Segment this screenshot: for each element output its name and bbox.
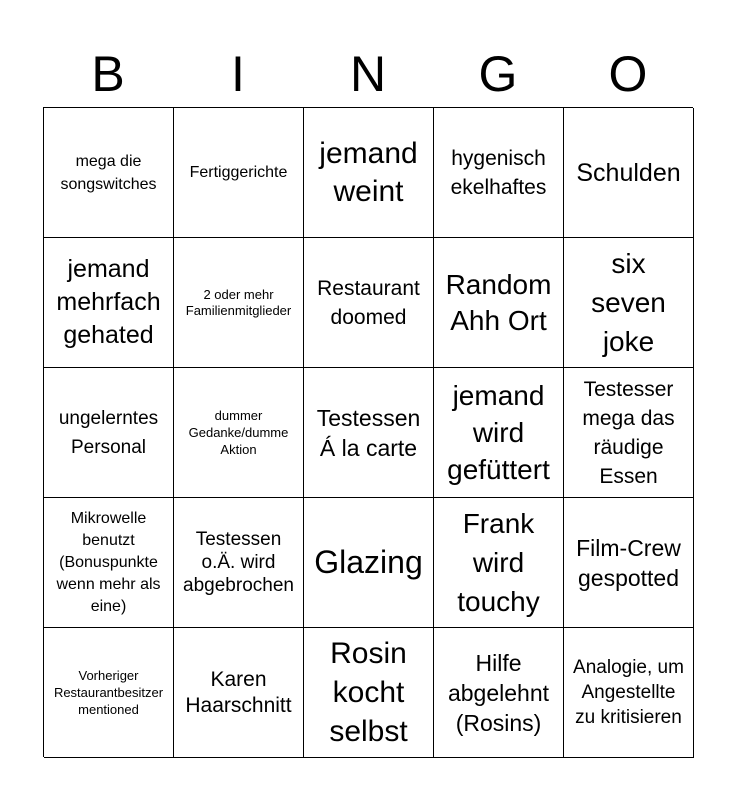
bingo-cell[interactable] xyxy=(174,498,304,628)
cell-text: Frank wird touchy xyxy=(457,508,540,617)
cell-text: Analogie, um Angestellte zu kritisieren xyxy=(573,657,684,728)
bingo-cell[interactable] xyxy=(44,498,174,628)
cell-text: Random Ahh Ort xyxy=(445,268,552,336)
cell-text: dummer Gedanke/dumme Aktion xyxy=(188,408,289,457)
header-letter-g: G xyxy=(478,46,518,102)
cell-text: Testesser mega das räudige Essen xyxy=(582,377,675,488)
cell-text: jemand wird gefüttert xyxy=(447,380,550,485)
bingo-cell[interactable] xyxy=(304,368,434,498)
bingo-cell[interactable] xyxy=(564,628,694,758)
bingo-cell[interactable] xyxy=(304,628,434,758)
bingo-cell[interactable] xyxy=(434,498,564,628)
bingo-cell[interactable] xyxy=(44,368,174,498)
bingo-cell[interactable] xyxy=(174,108,304,238)
bingo-cell[interactable] xyxy=(434,108,564,238)
bingo-cell[interactable] xyxy=(174,368,304,498)
header-letter-b: B xyxy=(91,46,125,102)
bingo-header xyxy=(43,40,693,108)
cell-text: Schulden xyxy=(576,158,681,187)
bingo-cell[interactable] xyxy=(564,498,694,628)
bingo-cell[interactable] xyxy=(304,108,434,238)
cell-text: six seven joke xyxy=(591,248,666,357)
cell-text: jemand weint xyxy=(319,136,418,208)
bingo-cell[interactable] xyxy=(304,238,434,368)
cell-text: hygenisch ekelhaftes xyxy=(450,146,547,199)
cell-text: Glazing xyxy=(314,544,423,580)
bingo-cell[interactable] xyxy=(434,628,564,758)
cell-text: Hilfe abgelehnt (Rosins) xyxy=(447,649,550,736)
bingo-grid xyxy=(43,107,693,757)
bingo-cell[interactable] xyxy=(434,368,564,498)
cell-text: jemand mehrfach gehated xyxy=(56,255,161,349)
cell-text: Karen Haarschnitt xyxy=(185,667,292,717)
cell-text: Testessen Á la carte xyxy=(316,404,421,461)
bingo-cell[interactable] xyxy=(44,628,174,758)
bingo-cell[interactable] xyxy=(564,238,694,368)
bingo-cell[interactable] xyxy=(44,108,174,238)
bingo-cell[interactable] xyxy=(174,628,304,758)
cell-text: Film-Crew gespotted xyxy=(576,534,681,591)
header-letter-n: N xyxy=(349,46,387,102)
bingo-cell[interactable] xyxy=(304,498,434,628)
cell-text: Vorheriger Restaurantbesitzer mentioned xyxy=(53,668,164,717)
cell-text: mega die songswitches xyxy=(60,152,157,193)
bingo-cell[interactable] xyxy=(434,238,564,368)
cell-text: 2 oder mehr Familienmitglieder xyxy=(185,286,292,318)
cell-text: Testessen o.Ä. wird abgebrochen xyxy=(183,529,294,596)
bingo-cell[interactable] xyxy=(174,238,304,368)
bingo-cell[interactable] xyxy=(44,238,174,368)
cell-text: Mikrowelle benutzt (Bonuspunkte wenn mehr als eine) xyxy=(56,509,161,615)
bingo-cell[interactable] xyxy=(564,108,694,238)
bingo-cell[interactable] xyxy=(564,368,694,498)
header-letter-o: O xyxy=(608,46,648,102)
cell-text: Fertiggerichte xyxy=(189,164,288,181)
cell-text: Restaurant doomed xyxy=(317,276,420,329)
header-letter-i: I xyxy=(231,46,245,102)
cell-text: ungelerntes Personal xyxy=(58,407,159,458)
cell-text: Rosin kocht selbst xyxy=(329,637,408,748)
